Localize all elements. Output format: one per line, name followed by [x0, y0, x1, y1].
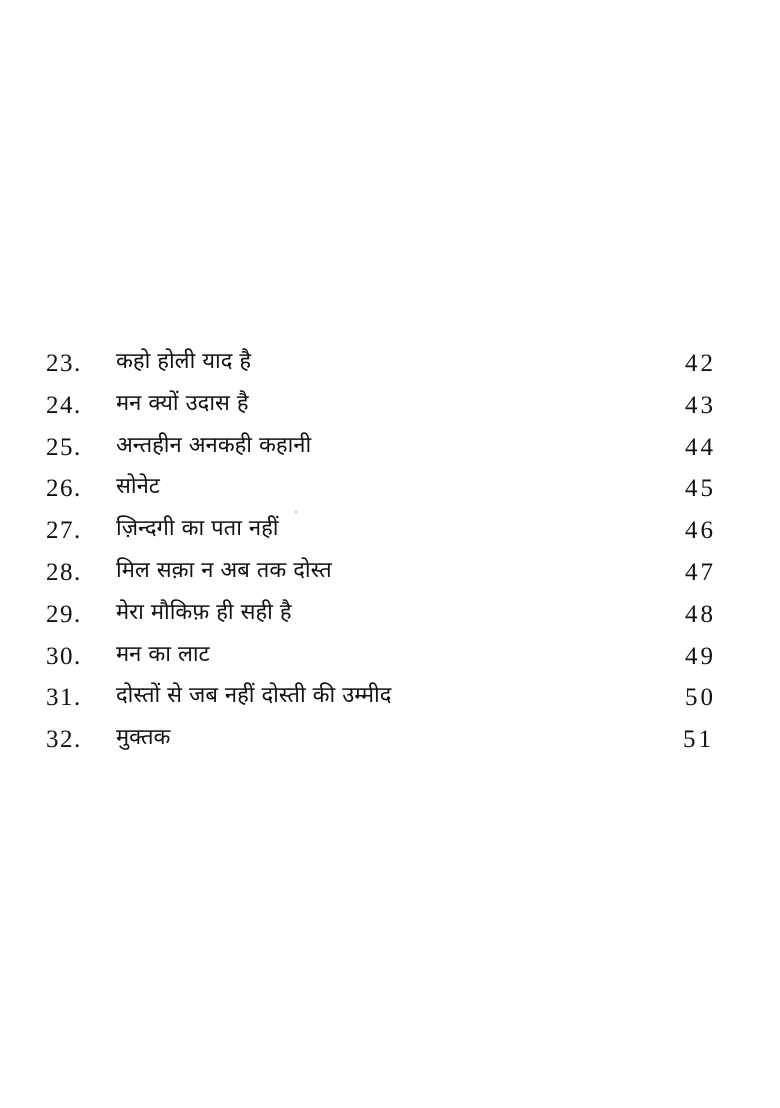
toc-entry-26[interactable] [0, 468, 780, 510]
entry-title: मुक्तक [116, 725, 171, 751]
entry-title: मेरा मौकिफ़ ही सही है [116, 599, 292, 625]
table-of-contents [0, 343, 780, 761]
entry-page-number: 47 [685, 558, 716, 586]
entry-number: 26. [46, 475, 82, 503]
entry-page-number: 48 [685, 600, 716, 628]
entry-title: मन का लाट [116, 641, 210, 667]
entry-title: दोस्तों से जब नहीं दोस्ती की उम्मीद [116, 683, 392, 709]
toc-entry-23[interactable] [0, 343, 780, 385]
toc-entry-25[interactable] [0, 427, 780, 469]
toc-entry-27[interactable] [0, 510, 780, 552]
entry-page-number: 51 [683, 726, 714, 754]
entry-title: मिल सक़ा न अब तक दोस्त [116, 557, 332, 583]
entry-title: मन क्यों उदास है [116, 390, 249, 416]
entry-page-number: 42 [685, 350, 716, 377]
entry-page-number: 49 [685, 642, 716, 670]
entry-page-number: 45 [685, 475, 716, 503]
scan-speck [295, 511, 297, 513]
entry-number: 31. [46, 684, 82, 712]
entry-number: 28. [46, 558, 82, 586]
toc-entry-24[interactable] [0, 385, 780, 427]
toc-entry-28[interactable] [0, 552, 780, 594]
entry-number: 32. [46, 726, 82, 754]
entry-title: कहो होली याद है [116, 349, 252, 374]
entry-page-number: 50 [685, 684, 716, 712]
entry-page-number: 46 [685, 517, 716, 545]
entry-number: 30. [46, 642, 82, 670]
toc-entry-32[interactable] [0, 719, 780, 761]
toc-entry-30[interactable] [0, 636, 780, 678]
entry-page-number: 44 [685, 433, 716, 461]
entry-number: 29. [46, 600, 82, 628]
entry-number: 25. [46, 433, 82, 461]
entry-title: सोनेट [116, 474, 160, 500]
toc-entry-31[interactable] [0, 677, 780, 719]
entry-page-number: 43 [685, 391, 716, 419]
entry-number: 23. [46, 350, 82, 377]
entry-number: 27. [46, 517, 82, 545]
entry-title: अन्तहीन अनकही कहानी [116, 432, 312, 458]
toc-entry-29[interactable] [0, 594, 780, 636]
entry-title: ज़िन्दगी का पता नहीं [116, 516, 279, 542]
entry-number: 24. [46, 391, 82, 419]
